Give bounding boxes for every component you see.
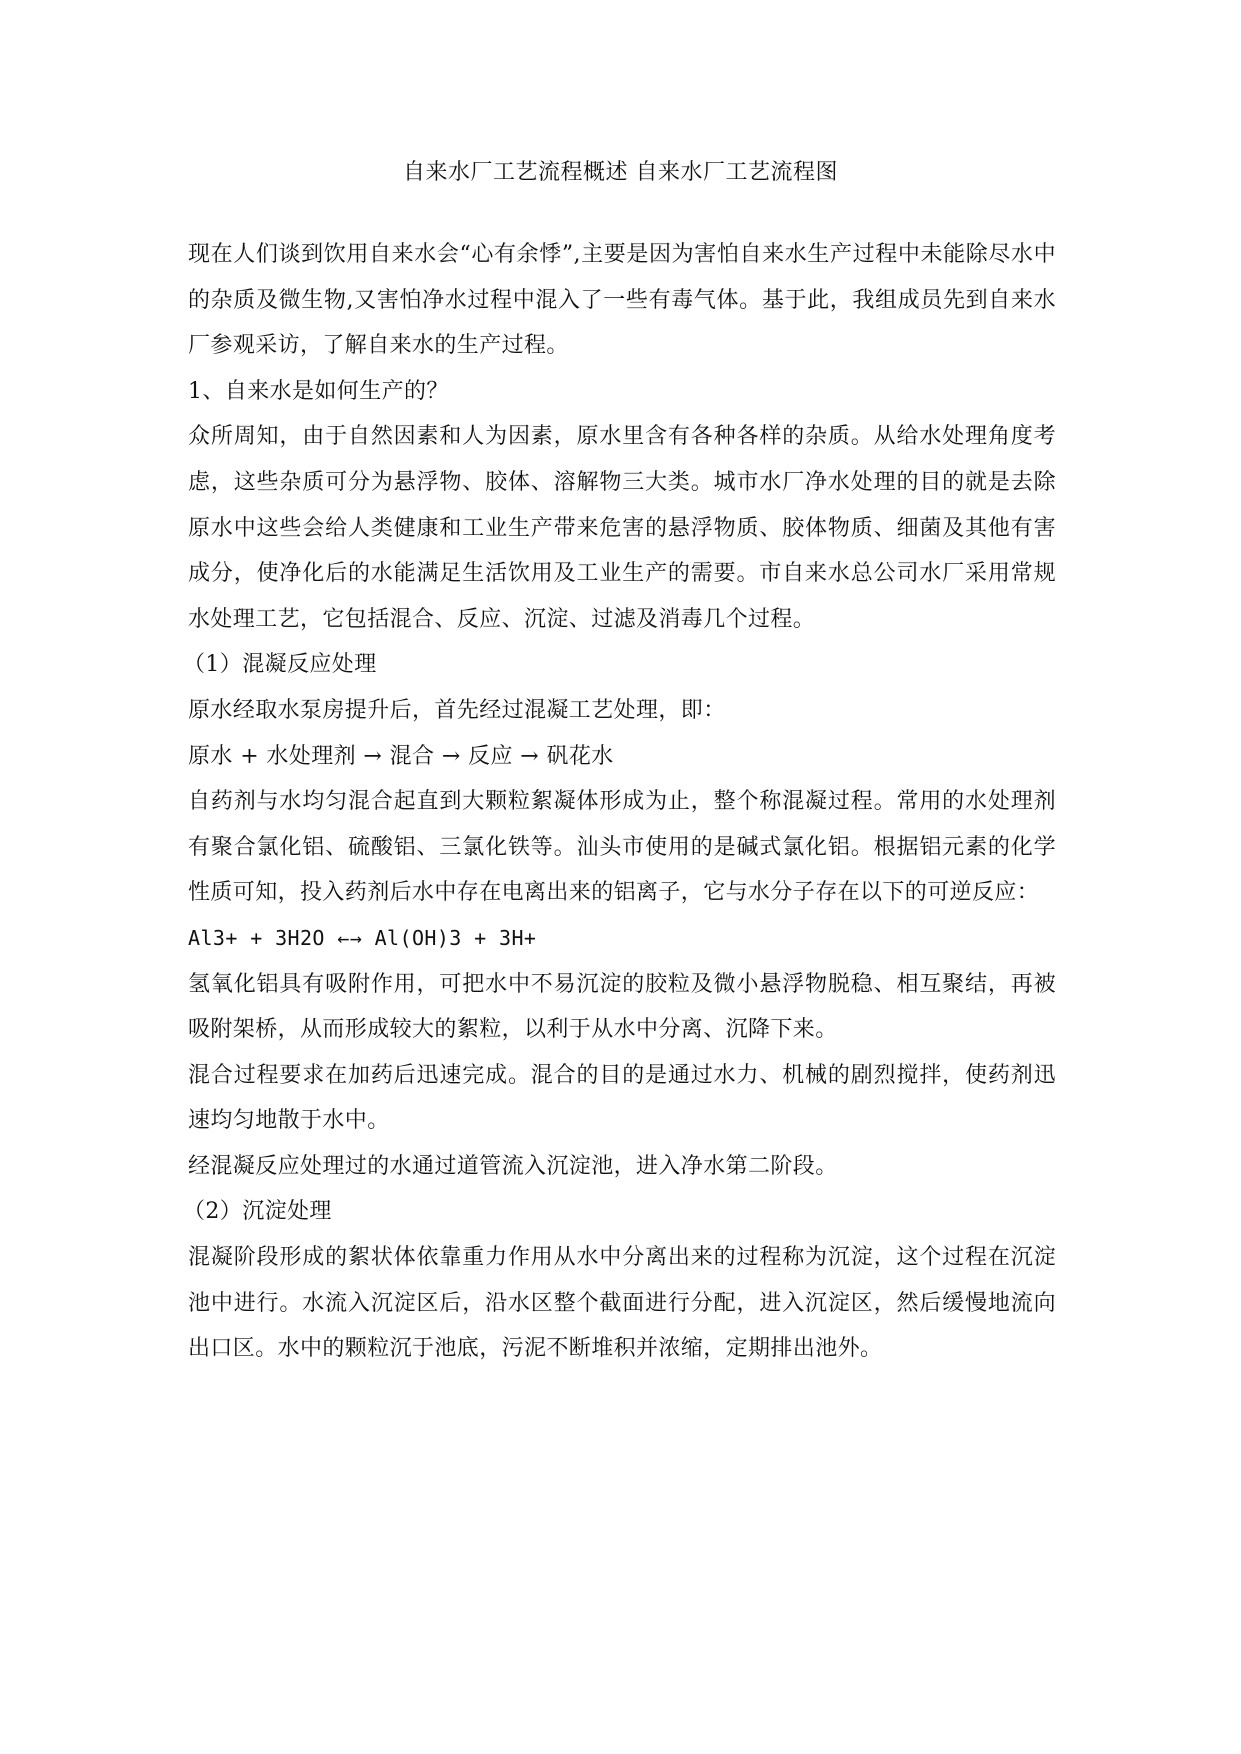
paragraph-impurities: 众所周知，由于自然因素和人为因素，原水里含有各种各样的杂质。从给水处理角度考虑，这些杂质可分为悬浮物、胶体、溶解物三大类。城市水厂净水处理的目的就是去除原水中这些会给人类健康和工业生产带来危害的悬浮物质、胶体物质、细菌及其他有害成分，使净化后的水能满足生活饮用及工业生产的需要。市自来水总公司水厂采用常规水处理工艺，它包括混合、反应、沉淀、过滤及消毒几个过程。 [188,424,1056,632]
paragraph-intro: 现在人们谈到饮用自来水会“心有余悸”,主要是因为害怕自来水生产过程中未能除尽水中的杂质及微生物,又害怕净水过程中混入了一些有毒气体。基于此，我组成员先到自来水厂参观采访，了解自来水的生产过程。 [188,242,1056,359]
paragraph-sedimentation: 混凝阶段形成的絮状体依靠重力作用从水中分离出来的过程称为沉淀，这个过程在沉淀池中进行。水流入沉淀区后，沿水区整个截面进行分配，进入沉淀区，然后缓慢地流向出口区。水中的颗粒沉于池底，污泥不断堆积并浓缩，定期排出池外。 [188,1245,1056,1362]
process-flow-line: 原水 + 水处理剂 → 混合 → 反应 → 矾花水 [188,743,614,769]
paragraph-mixing: 混合过程要求在加药后迅速完成。混合的目的是通过水力、机械的剧烈搅拌，使药剂迅速均匀地散于水中。 [188,1062,1056,1134]
document-title: 自来水厂工艺流程概述 自来水厂工艺流程图 [403,160,838,185]
subsection-heading-coagulation: （1）混凝反应处理 [183,652,377,678]
section-heading-1: 1、自来水是如何生产的？ [188,378,449,404]
chemical-equation: Al3+ + 3H2O ←→ Al(OH)3 + 3H+ [188,925,537,950]
paragraph-coagulation-intro: 原水经取水泵房提升后，首先经过混凝工艺处理，即： [188,697,726,723]
subsection-heading-sedimentation: （2）沉淀处理 [183,1199,332,1225]
document-body [183,232,1056,1372]
paragraph-transition: 经混凝反应处理过的水通过道管流入沉淀池，进入净水第二阶段。 [188,1153,838,1179]
paragraph-aluminum-hydroxide: 氢氧化铝具有吸附作用，可把水中不易沉淀的胶粒及微小悬浮物脱稳、相互聚结，再被吸附架桥，从而形成较大的絮粒，以利于从水中分离、沉降下来。 [188,971,1056,1043]
paragraph-coagulation-detail: 自药剂与水均匀混合起直到大颗粒絮凝体形成为止，整个称混凝过程。常用的水处理剂有聚合氯化铝、硫酸铝、三氯化铁等。汕头市使用的是碱式氯化铝。根据铝元素的化学性质可知，投入药剂后水中存在电离出来的铝离子，它与水分子存在以下的可逆反应： [188,789,1056,906]
